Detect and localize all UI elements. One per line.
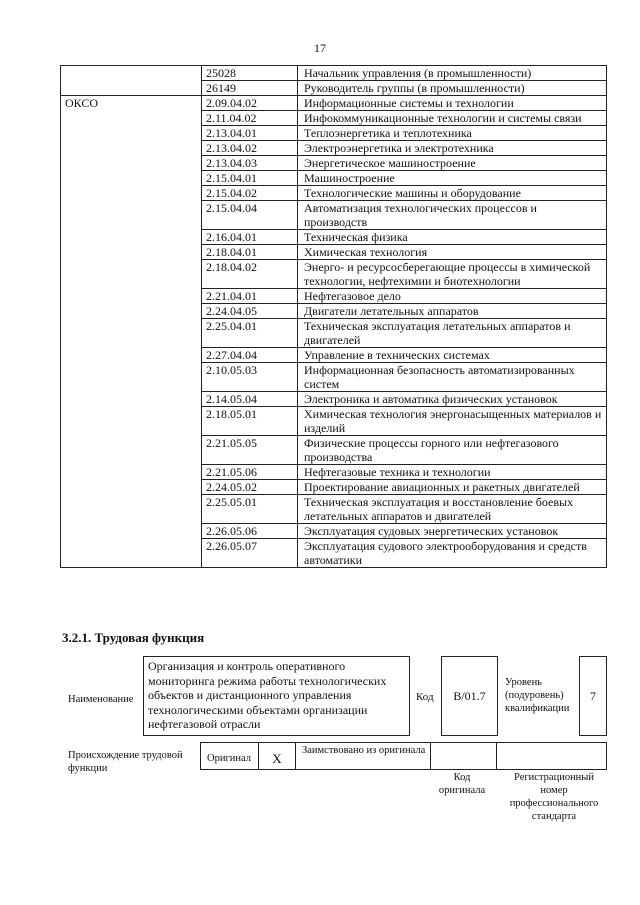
name-cell: Физические процессы горного или нефтегазового производства [298,436,607,465]
name-cell: Химическая технология энергонасыщенных материалов и изделий [298,407,607,436]
code-cell: 2.14.05.04 [202,392,298,407]
code-cell: 2.21.04.01 [202,289,298,304]
code-cell: 2.11.04.02 [202,111,298,126]
name-cell: Энерго- и ресурсосберегающие процессы в химической технологии, нефтехимии и биотехнологии [298,260,607,289]
name-cell: Машиностроение [298,171,607,186]
reg-number-cell [496,742,607,770]
code-cell: 26149 [202,81,298,96]
name-cell: Эксплуатация судовых энергетических установок [298,524,607,539]
name-cell: Руководитель группы (в промышленности) [298,81,607,96]
name-cell: Нефтегазовые техника и технологии [298,465,607,480]
name-cell: Технологические машины и оборудование [298,186,607,201]
name-cell: Теплоэнергетика и теплотехника [298,126,607,141]
name-cell: Информационная безопасность автоматизированных систем [298,363,607,392]
name-cell: Инфокоммуникационные технологии и системы связи [298,111,607,126]
code-cell: 25028 [202,66,298,81]
original-label: Оригинал [207,753,251,764]
code-cell: 2.24.05.02 [202,480,298,495]
code-cell: 2.15.04.01 [202,171,298,186]
table-row [61,96,607,111]
borrowed-cell: Заимствовано из оригинала [295,742,431,770]
name-cell: Управление в технических системах [298,348,607,363]
name-cell: Химическая технология [298,245,607,260]
original-code-cell [430,742,497,770]
original-code-caption: Код оригинала [438,772,486,796]
code-cell: 2.26.05.07 [202,539,298,568]
origin-label: Происхождение трудовой функции [68,750,183,774]
name-cell: Энергетическое машиностроение [298,156,607,171]
reg-number-caption: Регистрационный номер профессионального стандарта [509,772,599,822]
name-cell: Техническая физика [298,230,607,245]
group-cell: ОКСО [61,96,202,568]
origin-row [200,742,607,770]
section-title: 3.2.1. Трудовая функция [62,630,205,645]
code-cell: 2.16.04.01 [202,230,298,245]
name-cell: Электроэнергетика и электротехника [298,141,607,156]
name-cell: Нефтегазовое дело [298,289,607,304]
name-cell: Эксплуатация судового электрооборудования и средств автоматики [298,539,607,568]
original-cell [200,742,259,770]
code-cell: 2.18.04.01 [202,245,298,260]
code-cell: 2.21.05.06 [202,465,298,480]
code-cell: 2.18.05.01 [202,407,298,436]
code-cell: 2.24.04.05 [202,304,298,319]
code-cell: 2.10.05.03 [202,363,298,392]
code-cell: 2.15.04.04 [202,201,298,230]
name-cell: Проектирование авиационных и ракетных двигателей [298,480,607,495]
code-cell: 2.27.04.04 [202,348,298,363]
function-name-box: Организация и контроль оперативного мониторинга режима работы технологических объектов и дистанционного управления технологическими объектами организации нефтегазовой отрасли [143,656,410,736]
name-cell: Автоматизация технологических процессов и производств [298,201,607,230]
code-cell: 2.13.04.01 [202,126,298,141]
function-code-box: B/01.7 [441,656,498,736]
code-cell: 2.25.05.01 [202,495,298,524]
code-cell: 2.26.05.06 [202,524,298,539]
table-row [61,66,607,81]
group-cell [61,66,202,96]
name-label: Наименование [68,694,134,705]
code-cell: 2.13.04.03 [202,156,298,171]
original-mark: X [258,742,296,770]
code-cell: 2.18.04.02 [202,260,298,289]
name-cell: Техническая эксплуатация и восстановление боевых летательных аппаратов и двигателей [298,495,607,524]
level-label: Уровень (подуровень) квалификации [505,677,570,714]
name-cell: Двигатели летательных аппаратов [298,304,607,319]
code-cell: 2.15.04.02 [202,186,298,201]
okso-table [60,65,607,568]
name-cell: Начальник управления (в промышленности) [298,66,607,81]
code-cell: 2.25.04.01 [202,319,298,348]
page-number: 17 [314,41,326,55]
name-cell: Техническая эксплуатация летательных аппаратов и двигателей [298,319,607,348]
name-cell: Информационные системы и технологии [298,96,607,111]
qualification-level-box: 7 [579,656,607,736]
code-label: Код [416,691,434,703]
name-cell: Электроника и автоматика физических установок [298,392,607,407]
code-cell: 2.09.04.02 [202,96,298,111]
code-cell: 2.13.04.02 [202,141,298,156]
code-cell: 2.21.05.05 [202,436,298,465]
